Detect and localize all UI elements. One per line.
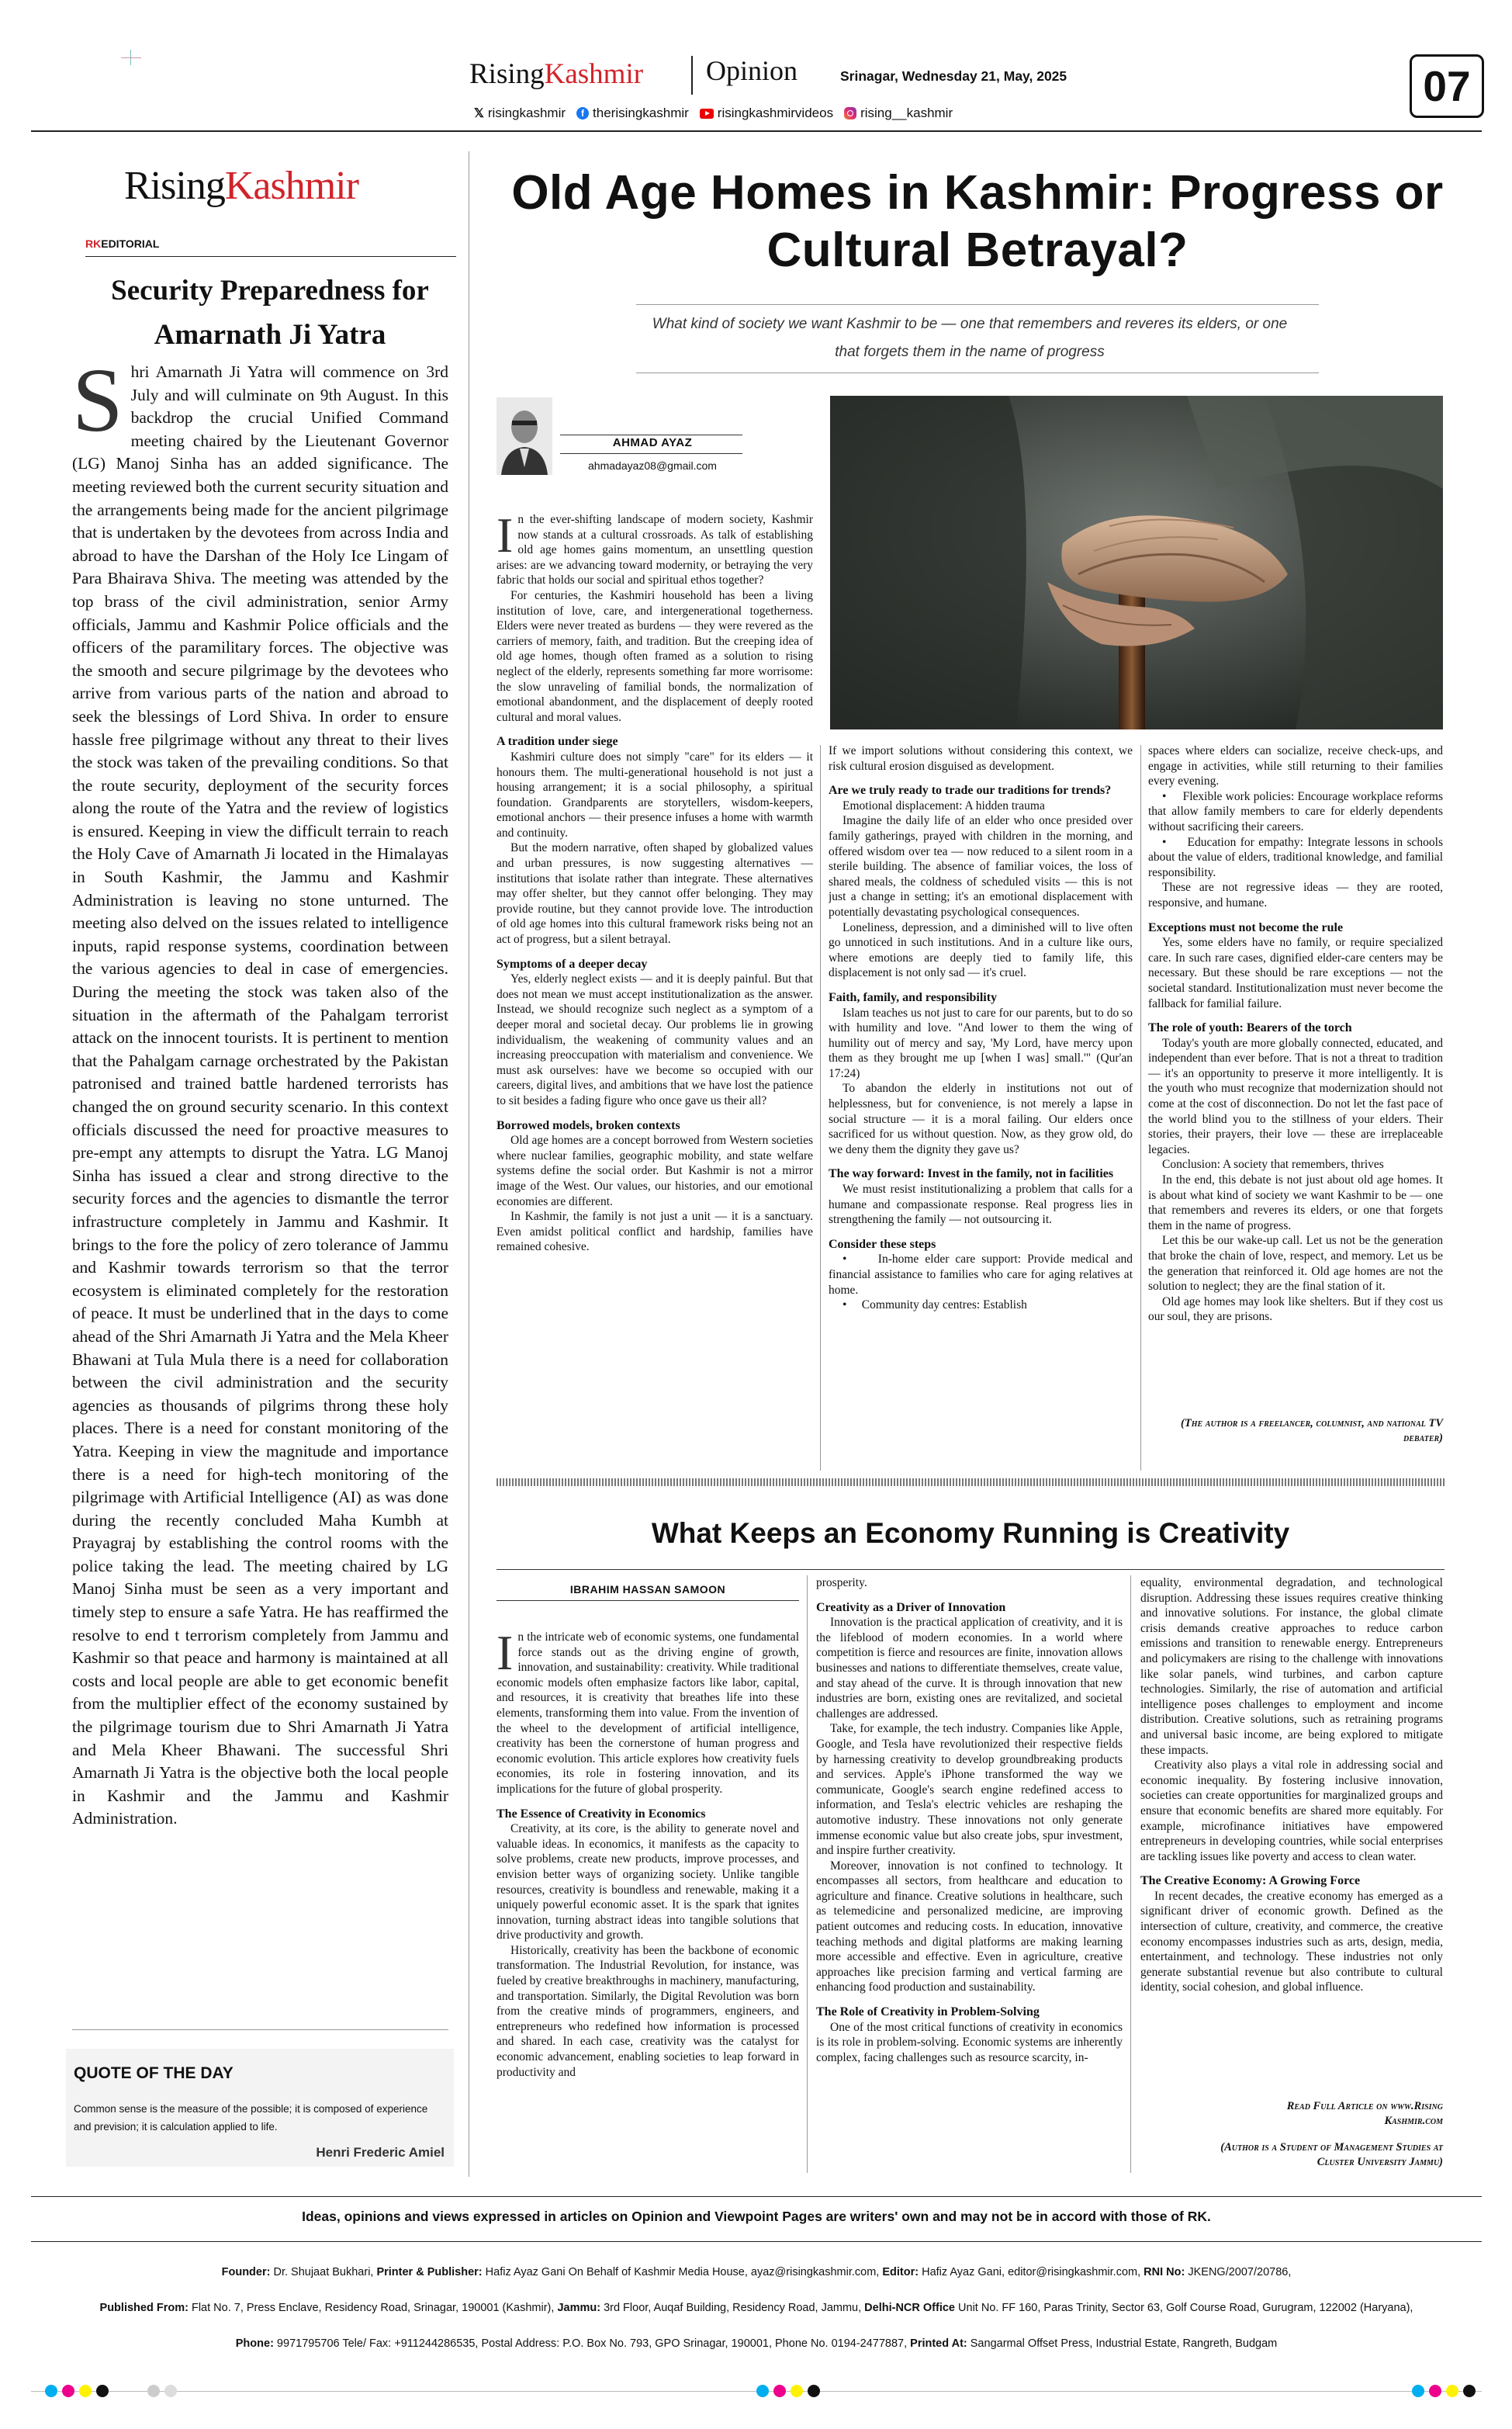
paragraph: For centuries, the Kashmiri household has been a living institution of love, care, and intergenerational togetherness. Elders were never treated as burdens — they were revered as the carriers of memory, faith, and tradition. But the creeping idea of old age homes, though often framed as a solution to rising neglect of the elderly, represents something far more worrisome: the slow unraveling of familial bonds, the normalization of emotional abandonment, and the displacement of deeply rooted cultural and moral values. bbox=[497, 588, 813, 724]
article2-author-rule bbox=[497, 1600, 799, 1601]
paragraph: • Flexible work policies: Encourage workplace reforms that allow family members to care for elderly dependents without sacrificing their careers. bbox=[1148, 789, 1443, 833]
article2-divider-2 bbox=[1130, 1575, 1131, 2173]
masthead-divider bbox=[691, 56, 693, 95]
section-label: Opinion bbox=[706, 55, 798, 86]
subheading: Exceptions must not become the rule bbox=[1148, 920, 1344, 934]
reg-dot-magenta bbox=[62, 2385, 74, 2397]
article2-col3-text bbox=[1140, 1575, 1443, 1995]
disclaimer: Ideas, opinions and views expressed in articles on Opinion and Viewpoint Pages are writers' own and may not be in accord with those of RK. bbox=[302, 2209, 1211, 2224]
paragraph: Moreover, innovation is not confined to technology. It encompasses all sectors, from healthcare and education to agriculture and finance. Creative solutions in healthcare, such as telemedicine and personalized medicine, are improving patient outcomes and reducing costs. In education, innovative teaching methods and digital platforms are making learning more accessible and effective. Even in agriculture, creative approaches like precision farming and vertical farming are enhancing food production and sustainability. bbox=[816, 1859, 1123, 1994]
article2-col2 bbox=[816, 1575, 1123, 2165]
article1-title: Old Age Homes in Kashmir: Progress or Cultural Betrayal? bbox=[511, 166, 1444, 277]
imprint-phone-label: Phone: bbox=[235, 2337, 274, 2350]
paragraph: n the intricate web of economic systems, one fundamental force stands out as the driving engine of growth, innovation, and sustainability: creativity. While traditional economic models often emphasize factors like labor, capital, and resources, it is creativity that breathes life into these elements, transforming them into value. From the invention of the wheel to the development of artificial intelligence, creativity has been the cornerstone of human progress and economic evolution. This article explores how creativity fuels economies, its role in fostering innovation, and its implications for the future of global prosperity. bbox=[497, 1630, 799, 1796]
paragraph: Creativity, at its core, is the ability to generate novel and valuable ideas. In economics, it manifests as the capacity to solve problems, create new products, improve processes, and envision better ways of organizing society. Unlike tangible resources, creativity is boundless and renewable, making it a uniquely powerful economic asset. It is the spark that ignites innovation, turning abstract ideas into tangible solutions that drive productivity and growth. bbox=[497, 1822, 799, 1942]
subheading: The role of youth: Bearers of the torch bbox=[1148, 1021, 1352, 1035]
facebook-icon: f bbox=[576, 107, 589, 120]
article1-col2-text bbox=[829, 743, 1133, 1313]
social-instagram[interactable] bbox=[844, 106, 953, 121]
editorial-title: Security Preparedness for Amarnath Ji Yatra bbox=[111, 275, 429, 351]
paragraph: Take, for example, the tech industry. Companies like Apple, Google, and Tesla have revolutionized their respective fields by harnessing creativity to develop groundbreaking products and services. Apple's iPhone transformed the way we communicate, Google's search engine redefined access to information, and Tesla's electric vehicles are reshaping the automotive industry. These innovations not only generate immense economic value but also create jobs, spur investment, and inspire further creativity. bbox=[816, 1722, 1123, 1858]
subheading: The Creative Economy: A Growing Force bbox=[1140, 1874, 1361, 1888]
imprint-published: Flat No. 7, Press Enclave, Residency Road, Srinagar, 190001 (Kashmir), bbox=[188, 2302, 558, 2314]
reg-dot-yellow bbox=[791, 2385, 803, 2397]
article1-standfirst: What kind of society we want Kashmir to be — one that remembers and reveres its elders, or one that forgets them in the name of progress bbox=[652, 316, 1288, 360]
editorial-tag-rk: RK bbox=[85, 237, 102, 250]
editorial-tag bbox=[85, 237, 159, 250]
reg-dot-grey bbox=[147, 2385, 160, 2397]
imprint-delhi-label: Delhi-NCR Office bbox=[864, 2302, 955, 2314]
editorial-dropcap: S bbox=[72, 361, 123, 451]
standfirst-rule-bottom bbox=[636, 372, 1319, 373]
article1-col1-text bbox=[497, 512, 813, 1255]
instagram-icon bbox=[844, 107, 856, 120]
reg-dot-yellow bbox=[1446, 2385, 1458, 2397]
article1-hero-image bbox=[830, 396, 1443, 729]
paragraph: spaces where elders can socialize, receive check-ups, and engage in activities, while still returning to their families every evening. bbox=[1148, 744, 1443, 788]
reg-dot-magenta bbox=[1429, 2385, 1441, 2397]
social-youtube[interactable] bbox=[700, 106, 833, 121]
imprint-jammu-label: Jammu: bbox=[557, 2302, 601, 2314]
paragraph: Let this be our wake-up call. Let us not be the generation that broke the chain of love, respect, and memory. Let us be the generation that reinforced it. Old age homes are not the solution to neglect; they are the final station of it. bbox=[1148, 1234, 1443, 1294]
quote-heading: QUOTE OF THE DAY bbox=[74, 2064, 234, 2082]
standfirst-rule-top bbox=[636, 304, 1319, 305]
x-icon: 𝕏 bbox=[474, 107, 484, 120]
article2-divider-1 bbox=[807, 1575, 808, 2173]
elderly-hands-cane-image bbox=[830, 396, 1443, 729]
imprint-editor: Hafiz Ayaz Gani, editor@risingkashmir.com, bbox=[919, 2266, 1144, 2278]
registration-mark-top-left bbox=[121, 50, 141, 65]
social-facebook[interactable] bbox=[576, 106, 689, 121]
subheading: Are we truly ready to trade our traditions for trends? bbox=[829, 784, 1112, 798]
subheading: Symptoms of a deeper decay bbox=[497, 957, 648, 971]
youtube-icon bbox=[700, 109, 714, 119]
imprint-printed-label: Printed At: bbox=[910, 2337, 967, 2350]
paragraph: We must resist institutionalizing a problem that calls for a humane and compassionate response. Real progress lies in strengthening the family — not outsourcing it. bbox=[829, 1183, 1133, 1227]
article1-dropcap: I bbox=[497, 512, 514, 563]
dateline: Srinagar, Wednesday 21, May, 2025 bbox=[840, 68, 1067, 84]
reg-dot-cyan bbox=[756, 2385, 769, 2397]
social-handle: rising__kashmir bbox=[860, 106, 953, 120]
registration-color-strip bbox=[31, 2379, 1482, 2405]
paragraph: In Kashmir, the family is not just a unit — it is a sanctuary. Even amidst political conflict and hardship, families have remained cohesive. bbox=[497, 1210, 813, 1254]
page-number: 07 bbox=[1410, 54, 1484, 118]
reg-dot-magenta bbox=[773, 2385, 786, 2397]
imprint-line-1 bbox=[31, 2266, 1482, 2278]
reg-dot-black bbox=[96, 2385, 109, 2397]
paragraph: Emotional displacement: A hidden trauma bbox=[842, 799, 1045, 813]
paragraph: One of the most critical functions of creativity in economics is its role in problem-solving. Economic systems are inherently complex, facing challenges such as resource scarcity, in- bbox=[816, 2020, 1123, 2064]
social-handle: risingkashmirvideos bbox=[717, 106, 834, 120]
article1-col2 bbox=[829, 743, 1133, 1473]
footer-rule-top bbox=[31, 2196, 1482, 2197]
imprint-printer: Hafiz Ayaz Gani On Behalf of Kashmir Media House, ayaz@risingkashmir.com, bbox=[482, 2266, 883, 2278]
masthead-rule bbox=[31, 130, 1482, 132]
editorial-tag-rule bbox=[85, 256, 456, 257]
paragraph: n the ever-shifting landscape of modern society, Kashmir now stands at a cultural crossroads. As talk of establishing old age homes gains momentum, an unsettling question arises: are we advancing toward modernity, or betraying the very fabric that holds our social and spiritual ethos together? bbox=[497, 513, 813, 587]
quote-of-the-day bbox=[66, 2049, 454, 2167]
subheading: Borrowed models, broken contexts bbox=[497, 1118, 680, 1132]
subheading: A tradition under siege bbox=[497, 735, 618, 749]
paragraph: In the end, this debate is not just about old age homes. It is about what kind of society we want Kashmir to be — one that remembers and reveres its elders, or one that forgets them in the name of progress. bbox=[1148, 1173, 1443, 1232]
article1-email: ahmadayaz08@gmail.com bbox=[588, 459, 717, 472]
logo-kashmir: Kashmir bbox=[224, 164, 358, 208]
article1-divider-2 bbox=[1140, 745, 1141, 1471]
imprint-line-2 bbox=[31, 2302, 1482, 2314]
author-photo bbox=[497, 397, 552, 475]
article2-col1-text bbox=[497, 1630, 799, 2080]
article1-author: AHMAD AYAZ bbox=[612, 436, 693, 449]
editorial-tag-label: EDITORIAL bbox=[101, 237, 160, 250]
paragraph: • Education for empathy: Integrate lessons in schools about the value of elders, traditional knowledge, and familial responsibility. bbox=[1148, 835, 1443, 879]
social-bar bbox=[474, 106, 953, 121]
brand-kashmir: Kashmir bbox=[544, 58, 644, 90]
article2-author: IBRAHIM HASSAN SAMOON bbox=[569, 1583, 726, 1596]
paragraph: Loneliness, depression, and a diminished will to live often go unnoticed in such institutions. And in a culture like ours, where emotions are deeply tied to family life, this displacement is not only sad — it's cruel. bbox=[829, 920, 1133, 980]
social-handle: risingkashmir bbox=[487, 106, 566, 120]
logo-rising: Rising bbox=[124, 164, 225, 208]
reg-dot-cyan bbox=[1412, 2385, 1424, 2397]
article2-footnote: (Author is a Student of Management Studies at Cluster University Jammu) bbox=[1220, 2141, 1443, 2168]
editorial-body bbox=[72, 361, 448, 2010]
section-divider-stripe bbox=[497, 1478, 1445, 1486]
article2-title-rule bbox=[497, 1569, 1445, 1570]
imprint-published-label: Published From: bbox=[99, 2302, 189, 2314]
imprint-line-3 bbox=[31, 2337, 1482, 2350]
paragraph: Innovation is the practical application of creativity, and it is the lifeblood of modern economies. In a world where competition is fierce and resources are finite, innovation allows businesses and nations to differentiate themselves, create value, and stay ahead of the curve. It is through innovation that new industries are born, existing ones are revitalized, and societal challenges are addressed. bbox=[816, 1616, 1123, 1720]
article2-col1 bbox=[497, 1630, 799, 2165]
article2-read-more[interactable]: Read Full Article on www.Rising Kashmir.com bbox=[1286, 2100, 1443, 2127]
article1-divider-1 bbox=[820, 745, 821, 1471]
imprint-editor-label: Editor: bbox=[882, 2266, 919, 2278]
imprint-printer-label: Printer & Publisher: bbox=[376, 2266, 483, 2278]
paragraph: To abandon the elderly in institutions not out of helplessness, but for convenience, is not merely a lapse in social structure — it is a moral failing. Our elders once sacrificed for us without question. Now, as they grow old, do we deny them the dignity they gave us? bbox=[829, 1082, 1133, 1156]
quote-author: Henri Frederic Amiel bbox=[316, 2145, 445, 2160]
author-rule-bottom bbox=[560, 453, 742, 454]
article1-col3 bbox=[1148, 743, 1443, 1411]
imprint-jammu: 3rd Floor, Auqaf Building, Residency Road, Jammu, bbox=[600, 2302, 865, 2314]
imprint-founder-label: Founder: bbox=[221, 2266, 271, 2278]
paragraph: These are not regressive ideas — they are rooted, responsive, and humane. bbox=[1148, 881, 1443, 910]
reg-dot-black bbox=[808, 2385, 820, 2397]
paragraph: Yes, elderly neglect exists — and it is deeply painful. But that does not mean we must accept institutionalization as the answer. Instead, we should recognize such neglect as a symptom of a deeper moral and societal decay. Our problems lie in growing individualism, the weakening of community values and an increasing preoccupation with materialism and convenience. We must ask ourselves: have we become so occupied with our careers, digital lives, and ambitions that we have lost the patience to sit besides a fading figure who once gave us their all? bbox=[497, 972, 813, 1107]
article1-col3-text bbox=[1148, 743, 1443, 1325]
masthead-brand bbox=[469, 57, 643, 91]
subheading: The Essence of Creativity in Economics bbox=[497, 1807, 706, 1821]
paragraph: Islam teaches us not just to care for our parents, but to do so with humility and love. "And lower to them the wing of humility out of mercy and say, 'My Lord, have mercy upon them as they brought me up [when I was] small.'" (Qur'an 17:24) bbox=[829, 1006, 1133, 1080]
article2-col3 bbox=[1140, 1575, 1443, 2072]
article1-col1 bbox=[497, 512, 813, 1471]
masthead bbox=[469, 54, 1486, 132]
article1-footnote: (The author is a freelancer, columnist, and national TV debater) bbox=[1181, 1417, 1443, 1444]
subheading: Faith, family, and responsibility bbox=[829, 990, 998, 1004]
reg-dot-black bbox=[1463, 2385, 1476, 2397]
subheading: Creativity as a Driver of Innovation bbox=[816, 1600, 1006, 1614]
subheading: The way forward: Invest in the family, not in facilities bbox=[829, 1167, 1114, 1181]
social-x[interactable] bbox=[474, 106, 566, 121]
reg-dot-cyan bbox=[45, 2385, 57, 2397]
paragraph: Old age homes may look like shelters. But if they cost us our soul, they are prisons. bbox=[1148, 1294, 1443, 1324]
brand-rising: Rising bbox=[469, 58, 545, 90]
paragraph: equality, environmental degradation, and technological disruption. Addressing these issues requires creative thinking and innovative solutions. For instance, the global climate crisis demands creative approaches to reduce carbon emissions and transition to renewable energy. Entrepreneurs and policymakers are rising to the challenge with innovations like solar panels, wind turbines, and carbon capture technologies. Similarly, the rise of automation and artificial intelligence poses challenges to employment and income distribution. Creative solutions, such as retraining programs and universal basic income, are being explored to mitigate these impacts. bbox=[1140, 1576, 1443, 1757]
editorial-logo bbox=[124, 163, 358, 209]
author-portrait-icon bbox=[497, 397, 552, 475]
editorial-end-rule bbox=[72, 2029, 448, 2030]
imprint-rni-label: RNI No: bbox=[1144, 2266, 1185, 2278]
paragraph: Old age homes are a concept borrowed from Western societies where nuclear families, geographic mobility, and state welfare systems define the social order. But Kashmir is not a mirror image of the West. Our values, our histories, and our emotional economies are different. bbox=[497, 1134, 813, 1208]
paragraph: Yes, some elders have no family, or require specialized care. In such rare cases, dignified elder-care centers may be necessary. But these should be rare exceptions — not the societal standard. Institutionalization must never become the fallback for familial failure. bbox=[1148, 936, 1443, 1010]
paragraph: Conclusion: A society that remembers, thrives bbox=[1162, 1158, 1384, 1172]
imprint-founder: Dr. Shujaat Bukhari, bbox=[270, 2266, 377, 2278]
imprint-rni: JKENG/2007/20786, bbox=[1185, 2266, 1292, 2278]
social-handle: therisingkashmir bbox=[593, 106, 689, 120]
paragraph: prosperity. bbox=[816, 1576, 867, 1589]
paragraph: • In-home elder care support: Provide medical and financial assistance to families who care for aging relatives at home. bbox=[829, 1253, 1133, 1297]
editorial-text: hri Amarnath Ji Yatra will commence on 3rd July and will culminate on 9th August. In this backdrop the crucial Unified Command meeting chaired by the Lieutenant Governor (LG) Manoj Sinha has an added significance. The meeting reviewed both the current security situation and the arrangements being made for the ancient pilgrimage that is undertaken by the devotees from across India and abroad to have the Darshan of the Holy Ice Lingam of Para Bhairava Shiva. The meeting was attended by the top brass of the civil administration, senior Army officials, Jammu and Kashmir Police officials and the officers of the paramilitary forces. The objective was the smooth and secure pilgrimage by the devotees who arrive from various parts of the nation and abroad to seek the blessings of Lord Shiva. In order to ensure hassle free pilgrimage without any threat to their lives the stock was taken of the prevailing conditions. So that the route security, deployment of the security forces along the route of the Yatra and the review of logistics is ensured. Keeping in view the difficult terrain to reach the Holy Cave of Amarnath Ji located in the Himalayas in South Kashmir, the Jammu and Kashmir Administration is leaving no stone unturned. The meeting also delved on the issues related to intelligence inputs, rapid response systems, coordination between the various agencies to deal in case of emergencies. During the meeting the stock was taken also of the situation in the aftermath of the Pahalgam terrorist attack on the innocent tourists. It is pertinent to mention that the Pahalgam carnage orchestrated by the Pakistan patronised and trained battle hardened terrorists has changed the on ground security scenario. In this context officials discussed the need for proactive measures to pre-empt any attempts to disrupt the Yatra. LG Manoj Sinha has issued a clear and strong directive to the security forces and the agencies to dismantle the terror infrastructure completely in Jammu and Kashmir. It brings to the fore the policy of zero tolerance of Jammu and Kashmir towards terrorism so that the terror ecosystem is eliminated completely for the restoration of peace. It must be underlined that in the days to come ahead of the Shri Amarnath Ji Yatra and the Mela Kheer Bhawani at Tula Mula there is a need for collaboration between the civil administration and the security agencies as thousands of pilgrims throng these holy places. There is a need for constant monitoring of the Yatra. Keeping in view the magnitude and importance there is a need for high-tech monitoring of the pilgrimage with Artificial Intelligence (AI) as was done during the recently concluded Maha Kumbh at Prayagraj by establishing the control rooms with the police taking the lead. The meeting chaired by LG Manoj Sinha must be seen as a very important and timely step to ensure a safe Yatra. He has reaffirmed the resolve to end t terrorism completely from Jammu and Kashmir so that peace and harmony is maintained at all costs and local people are able to get economic benefit from the multiplier effect of the economy sustained by the pilgrimage tourism due to Shri Amarnath Ji Yatra and Mela Kheer Bhawani. The successful Shri Amarnath Ji Yatra is the objective both the local people in Kashmir and the Jammu and Kashmir Administration. bbox=[72, 362, 448, 1828]
quote-text: Common sense is the measure of the possible; it is composed of experience and prevision; it is calculation applied to life. bbox=[74, 2103, 428, 2133]
subheading: Consider these steps bbox=[829, 1237, 936, 1251]
reg-dot-yellow bbox=[79, 2385, 92, 2397]
imprint-phone: 9971795706 Tele/ Fax: +911244286535, Postal Address: P.O. Box No. 793, GPO Srinagar, 190001, Phone No. 0194-2477887, bbox=[273, 2337, 911, 2350]
paragraph: Imagine the daily life of an elder who once presided over family gatherings, prayed with children in the morning, and offered wisdom over tea — now reduced to a silent room in a sterile building. The absence of familiar voices, the loss of shared meals, the coldness of scheduled visits — this is not just a change in setting; it's an emotional displacement with potentially devastating psychological consequences. bbox=[829, 814, 1133, 919]
subheading: The Role of Creativity in Problem-Solving bbox=[816, 2005, 1040, 2019]
footer-rule-mid bbox=[31, 2241, 1482, 2242]
paragraph: Kashmiri culture does not simply "care" for its elders — it honours them. The multi-generational household is not just a housing arrangement; it is a social philosophy, a spiritual foundation. Grandparents are storytellers, wisdom-keepers, emotional anchors — their presence infuses a home with warmth and continuity. bbox=[497, 750, 813, 840]
paragraph: Historically, creativity has been the backbone of economic transformation. The Industrial Revolution, for instance, was fueled by creative breakthroughs in machinery, manufacturing, and transportation. Similarly, the Digital Revolution was born from the creative minds of programmers, engineers, and entrepreneurs who redefined how information is processed and shared. In each case, creativity was the catalyst for economic advancement, enabling societies to leap forward in productivity and bbox=[497, 1943, 799, 2079]
article2-col2-text bbox=[816, 1575, 1123, 2065]
paragraph: Today's youth are more globally connected, educated, and independent than ever before. That is not a threat to tradition — it's an opportunity to preserve it more intelligently. It is the youth who must recognize that modernization should not come at the cost of disconnection. Do not let the fast pace of the world blind you to the stillness of your elders. Their stories, their prayers, their love — these are irreplaceable legacies. bbox=[1148, 1036, 1443, 1156]
paragraph: In recent decades, the creative economy has emerged as a significant driver of economic growth. Defined as the intersection of culture, creativity, and commerce, the creative economy encompasses industries such as arts, design, media, entertainment, and technology. These industries not only generate substantial revenue but also contribute to cultural identity, social cohesion, and global influence. bbox=[1140, 1889, 1443, 1994]
article2-dropcap: I bbox=[497, 1630, 514, 1680]
paragraph: Creativity also plays a vital role in addressing social and economic inequality. By fostering inclusive innovation, societies can create opportunities for marginalized groups and ensure that economic benefits are shared more equitably. For example, microfinance initiatives have empowered entrepreneurs in developing countries, while social enterprises are tackling issues like poverty and access to clean water. bbox=[1140, 1759, 1443, 1863]
imprint-printed: Sangarmal Offset Press, Industrial Estate, Rangreth, Budgam bbox=[967, 2337, 1278, 2350]
paragraph: But the modern narrative, often shaped by globalized values and urban pressures, is now suggesting alternatives — institutions that isolate rather than integrate. These alternatives may offer shelter, but they cannot offer belonging. They may provide routine, but they cannot provide love. The introduction of old age homes into this cultural framework risks being not an act of progress, but a silent betrayal. bbox=[497, 841, 813, 947]
reg-dot-grey bbox=[164, 2385, 177, 2397]
paragraph: If we import solutions without considering this context, we risk cultural erosion disguised as development. bbox=[829, 744, 1133, 773]
article2-title: What Keeps an Economy Running is Creativity bbox=[651, 1517, 1290, 1549]
imprint-delhi: Unit No. FF 160, Paras Trinity, Sector 63, Golf Course Road, Gurugram, 122002 (Haryana), bbox=[955, 2302, 1413, 2314]
paragraph: • Community day centres: Establish bbox=[842, 1298, 1027, 1312]
